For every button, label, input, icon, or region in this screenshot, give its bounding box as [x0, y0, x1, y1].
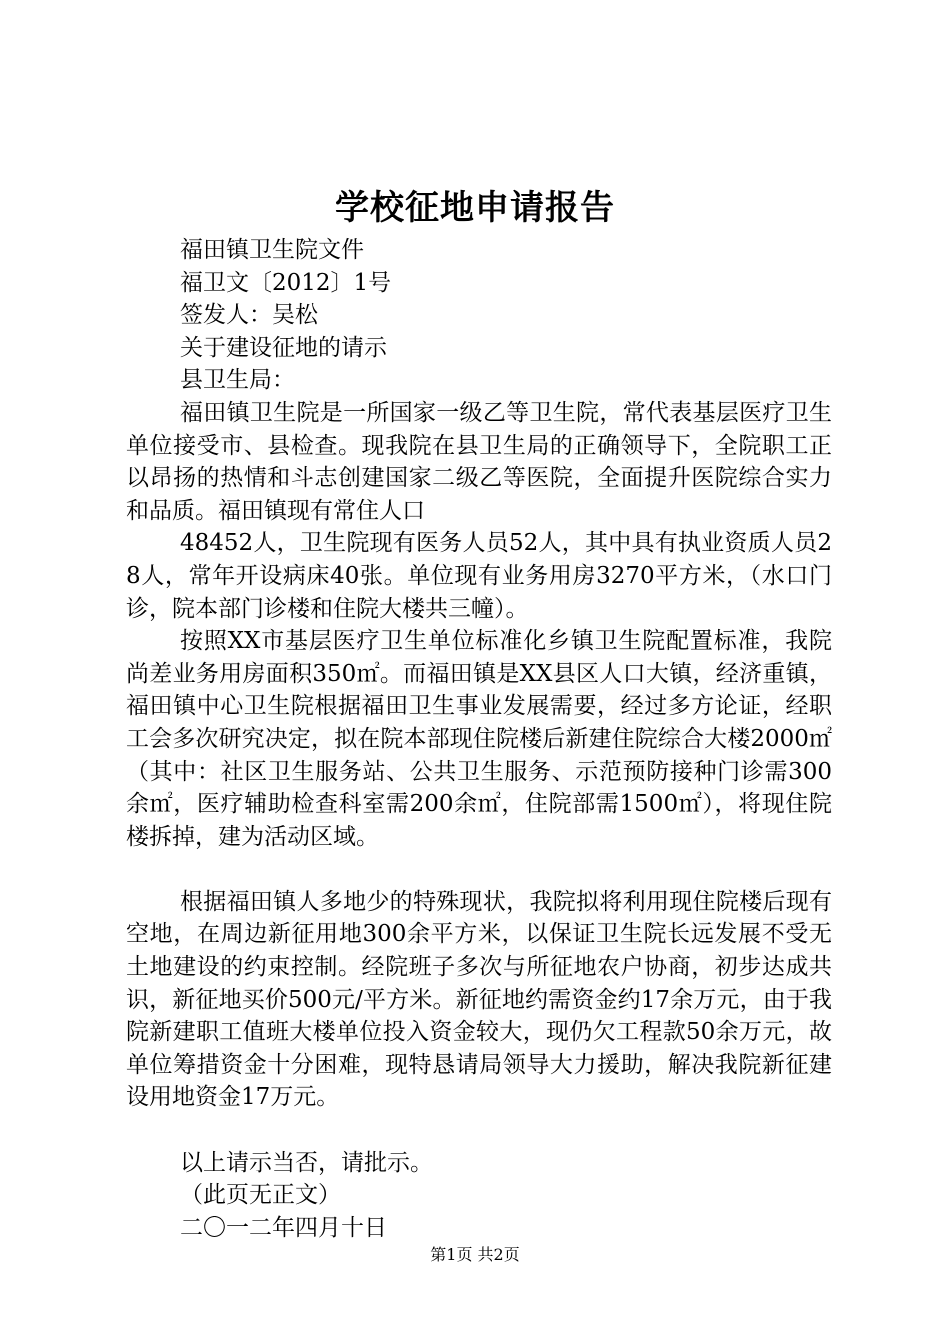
- recipient-line: 县卫生局：: [180, 367, 295, 394]
- paragraph: 48452人，卫生院现有医务人员52人，其中具有执业资质人员28人，常年开设病床40张。单位现有业务用房3270平方米，（水口门诊，院本部门诊楼和住院大楼共三幢）。: [126, 530, 832, 622]
- paragraph: 按照XX市基层医疗卫生单位标准化乡镇卫生院配置标准，我院尚差业务用房面积350㎡。而福田镇是XX县区人口大镇，经济重镇，福田镇中心卫生院根据福田卫生事业发展需要，经过多方论证，经职工会多次研究决定，拟在院本部现住院楼后新建住院综合大楼2000㎡（其中：社区卫生服务站、公共卫生服务、示范预防接种门诊需300余㎡，医疗辅助检查科室需200余㎡，住院部需1500㎡），将现住院楼拆掉，建为活动区域。: [126, 628, 832, 850]
- document-title: 学校征地申请报告: [335, 188, 615, 228]
- no-text-note: （此页无正文）: [180, 1182, 341, 1209]
- closing-request: 以上请示当否，请批示。: [180, 1149, 433, 1176]
- issuer-line: 福田镇卫生院文件: [180, 237, 364, 263]
- paragraph-spacer: [126, 853, 832, 886]
- page-number-footer: 第1页 共2页: [430, 1245, 520, 1264]
- document-number: 福卫文〔2012〕1号: [180, 269, 392, 296]
- document-date: 二〇一二年四月十日: [180, 1214, 387, 1241]
- signer-line: 签发人：吴松: [180, 302, 318, 329]
- paragraph-spacer: [126, 1114, 832, 1147]
- paragraph: 福田镇卫生院是一所国家一级乙等卫生院，常代表基层医疗卫生单位接受市、县检查。现我院在县卫生局的正确领导下，全院职工正以昂扬的热情和斗志创建国家二级乙等医院，全面提升医院综合实力和品质。福田镇现有常住人口: [126, 399, 832, 524]
- paragraph: 根据福田镇人多地少的特殊现状，我院拟将利用现住院楼后现有空地，在周边新征用地300余平方米，以保证卫生院长远发展不受无土地建设的约束控制。经院班子多次与所征地农户协商，初步达成共识，新征地买价500元/平方米。新征地约需资金约17余万元，由于我院新建职工值班大楼单位投入资金较大，现仍欠工程款50余万元，故单位筹措资金十分困难，现特恳请局领导大力援助，解决我院新征建设用地资金17万元。: [126, 888, 832, 1111]
- document-body: [126, 234, 832, 1244]
- subject-line: 关于建设征地的请示: [180, 334, 387, 361]
